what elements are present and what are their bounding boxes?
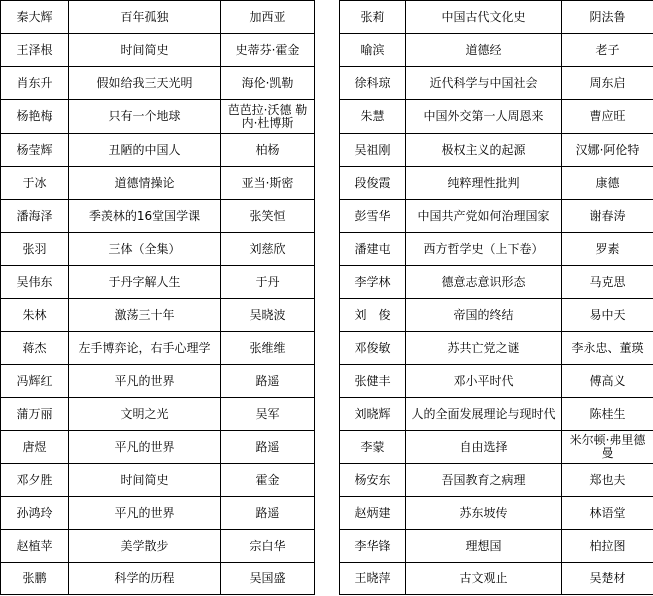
table-row: [340, 167, 653, 200]
reader-name-cell: 邓俊敏: [340, 332, 406, 365]
author-cell: 吴国盛: [221, 563, 315, 595]
book-title-cell: 时间简史: [69, 464, 221, 497]
table-row: [340, 134, 653, 167]
table-row: [340, 530, 653, 563]
author-cell: 陈桂生: [562, 398, 653, 431]
table-row: [340, 365, 653, 398]
reader-name-cell: 李华锋: [340, 530, 406, 563]
reader-name-cell: 邓夕胜: [1, 464, 69, 497]
author-cell: 康德: [562, 167, 653, 200]
table-row: [1, 67, 315, 100]
book-title-cell: 丑陋的中国人: [69, 134, 221, 167]
table-row: [1, 1, 315, 34]
reader-name-cell: 杨艳梅: [1, 100, 69, 134]
author-cell: 吴军: [221, 398, 315, 431]
reader-name-cell: 潘建屯: [340, 233, 406, 266]
table-row: [340, 299, 653, 332]
author-cell: 阴法鲁: [562, 1, 653, 34]
table-row: [340, 431, 653, 464]
author-cell: 傅高义: [562, 365, 653, 398]
table-row: [1, 332, 315, 365]
author-cell: 曹应旺: [562, 100, 653, 134]
author-cell: 张笑恒: [221, 200, 315, 233]
table-row: [1, 233, 315, 266]
book-title-cell: 平凡的世界: [69, 431, 221, 464]
reader-name-cell: 唐煜: [1, 431, 69, 464]
book-title-cell: 吾国教育之病理: [406, 464, 562, 497]
book-title-cell: 中国外交第一人周恩来: [406, 100, 562, 134]
author-cell: 吴晓波: [221, 299, 315, 332]
book-title-cell: 百年孤独: [69, 1, 221, 34]
author-cell: 李永忠、董瑛: [562, 332, 653, 365]
author-cell: 郑也夫: [562, 464, 653, 497]
book-title-cell: 西方哲学史（上下卷）: [406, 233, 562, 266]
book-title-cell: 平凡的世界: [69, 365, 221, 398]
table-gap: [315, 0, 338, 596]
table-row: [1, 299, 315, 332]
author-cell: 路遥: [221, 497, 315, 530]
book-title-cell: 平凡的世界: [69, 497, 221, 530]
author-cell: 刘慈欣: [221, 233, 315, 266]
author-cell: 加西亚: [221, 1, 315, 34]
reader-name-cell: 孙鸿玲: [1, 497, 69, 530]
table-row: [340, 266, 653, 299]
table-row: [1, 497, 315, 530]
author-cell: 路遥: [221, 431, 315, 464]
author-cell: 周东启: [562, 67, 653, 100]
reader-name-cell: 喻滨: [340, 34, 406, 67]
author-cell: 米尔顿·弗里德曼: [562, 431, 653, 464]
table-row: [1, 563, 315, 595]
table-row: [340, 100, 653, 134]
left-reading-table: [0, 0, 315, 595]
book-title-cell: 邓小平时代: [406, 365, 562, 398]
table-row: [1, 530, 315, 563]
book-title-cell: 文明之光: [69, 398, 221, 431]
reader-name-cell: 吴祖刚: [340, 134, 406, 167]
reader-name-cell: 李学林: [340, 266, 406, 299]
author-cell: 霍金: [221, 464, 315, 497]
table-row: [1, 398, 315, 431]
reader-name-cell: 朱慧: [340, 100, 406, 134]
reader-name-cell: 潘海泽: [1, 200, 69, 233]
book-title-cell: 左手博弈论，右手心理学: [69, 332, 221, 365]
table-row: [340, 398, 653, 431]
book-title-cell: 极权主义的起源: [406, 134, 562, 167]
reader-name-cell: 杨安东: [340, 464, 406, 497]
reader-name-cell: 冯辉红: [1, 365, 69, 398]
reader-name-cell: 赵炳建: [340, 497, 406, 530]
book-title-cell: 时间简史: [69, 34, 221, 67]
table-row: [340, 200, 653, 233]
author-cell: 易中天: [562, 299, 653, 332]
reader-name-cell: 张鹏: [1, 563, 69, 595]
table-row: [1, 34, 315, 67]
table-row: [340, 1, 653, 34]
book-title-cell: 帝国的终结: [406, 299, 562, 332]
book-title-cell: 近代科学与中国社会: [406, 67, 562, 100]
reader-name-cell: 徐科琼: [340, 67, 406, 100]
author-cell: 马克思: [562, 266, 653, 299]
author-cell: 亚当·斯密: [221, 167, 315, 200]
table-row: [340, 563, 653, 595]
author-cell: 海伦·凯勒: [221, 67, 315, 100]
reader-name-cell: 吴伟东: [1, 266, 69, 299]
reader-name-cell: 彭雪华: [340, 200, 406, 233]
book-title-cell: 于丹字解人生: [69, 266, 221, 299]
author-cell: 汉娜·阿伦特: [562, 134, 653, 167]
book-title-cell: 道德情操论: [69, 167, 221, 200]
author-cell: 柏拉图: [562, 530, 653, 563]
reader-name-cell: 刘 俊: [340, 299, 406, 332]
author-cell: 罗素: [562, 233, 653, 266]
author-cell: 路遥: [221, 365, 315, 398]
table-row: [1, 167, 315, 200]
book-title-cell: 古文观止: [406, 563, 562, 595]
reader-name-cell: 肖东升: [1, 67, 69, 100]
book-title-cell: 苏东坡传: [406, 497, 562, 530]
book-title-cell: 自由选择: [406, 431, 562, 464]
table-row: [1, 365, 315, 398]
reader-name-cell: 赵植苹: [1, 530, 69, 563]
reader-name-cell: 王泽根: [1, 34, 69, 67]
reader-name-cell: 刘晓辉: [340, 398, 406, 431]
reader-name-cell: 李蒙: [340, 431, 406, 464]
book-title-cell: 理想国: [406, 530, 562, 563]
table-row: [340, 332, 653, 365]
table-row: [340, 34, 653, 67]
book-title-cell: 美学散步: [69, 530, 221, 563]
table-row: [340, 497, 653, 530]
reader-name-cell: 蒲万丽: [1, 398, 69, 431]
reader-name-cell: 杨莹辉: [1, 134, 69, 167]
book-title-cell: 德意志意识形态: [406, 266, 562, 299]
book-title-cell: 中国古代文化史: [406, 1, 562, 34]
reader-name-cell: 朱林: [1, 299, 69, 332]
table-row: [1, 266, 315, 299]
book-title-cell: 只有一个地球: [69, 100, 221, 134]
book-title-cell: 人的全面发展理论与现时代: [406, 398, 562, 431]
author-cell: 谢春涛: [562, 200, 653, 233]
author-cell: 老子: [562, 34, 653, 67]
table-row: [1, 464, 315, 497]
table-row: [1, 200, 315, 233]
table-row: [340, 233, 653, 266]
book-title-cell: 激荡三十年: [69, 299, 221, 332]
table-row: [340, 67, 653, 100]
table-row: [1, 100, 315, 134]
table-row: [1, 431, 315, 464]
reader-name-cell: 王晓萍: [340, 563, 406, 595]
table-row: [340, 464, 653, 497]
author-cell: 于丹: [221, 266, 315, 299]
right-reading-table: [339, 0, 653, 595]
author-cell: 芭芭拉·沃德 勒内·杜博斯: [221, 100, 315, 134]
reader-name-cell: 张羽: [1, 233, 69, 266]
book-title-cell: 苏共亡党之谜: [406, 332, 562, 365]
reader-name-cell: 段俊霞: [340, 167, 406, 200]
author-cell: 吴楚材: [562, 563, 653, 595]
book-title-cell: 道德经: [406, 34, 562, 67]
book-title-cell: 纯粹理性批判: [406, 167, 562, 200]
author-cell: 张维维: [221, 332, 315, 365]
book-title-cell: 科学的历程: [69, 563, 221, 595]
author-cell: 林语堂: [562, 497, 653, 530]
book-title-cell: 中国共产党如何治理国家: [406, 200, 562, 233]
book-title-cell: 三体（全集）: [69, 233, 221, 266]
book-title-cell: 季羡林的16堂国学课: [69, 200, 221, 233]
author-cell: 柏杨: [221, 134, 315, 167]
book-title-cell: 假如给我三天光明: [69, 67, 221, 100]
reader-name-cell: 秦大辉: [1, 1, 69, 34]
author-cell: 宗白华: [221, 530, 315, 563]
reader-name-cell: 蒋杰: [1, 332, 69, 365]
table-row: [1, 134, 315, 167]
author-cell: 史蒂芬·霍金: [221, 34, 315, 67]
reader-name-cell: 张健丰: [340, 365, 406, 398]
reader-name-cell: 张莉: [340, 1, 406, 34]
reader-name-cell: 于冰: [1, 167, 69, 200]
